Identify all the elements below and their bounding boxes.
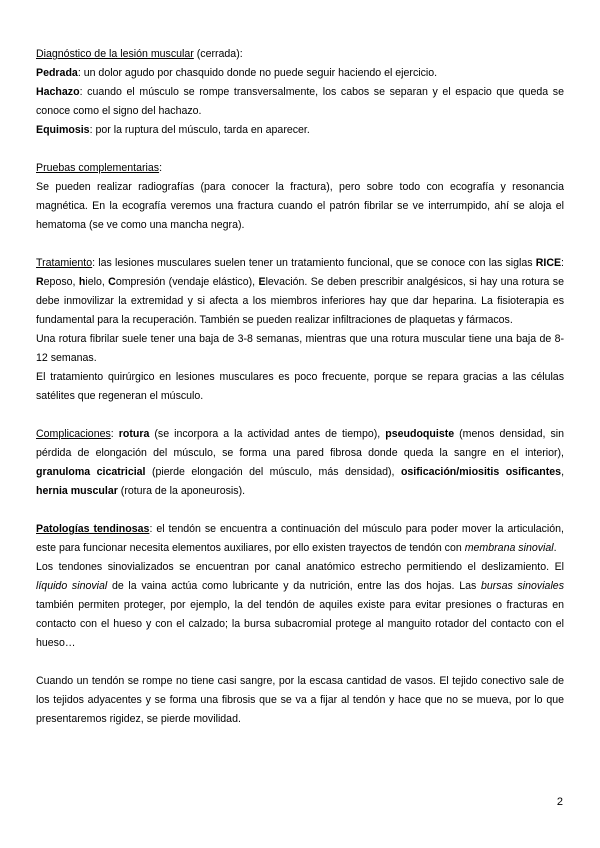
patologias-text: : el tendón se encuentra a continuación del músculo para poder mover la articulación, este para funcionar necesita elementos auxiliares, por ello existen trayectos de tendón con [36, 523, 564, 554]
sinovial-paragraph [36, 558, 564, 653]
spacer [36, 653, 564, 672]
pseudoquiste-text: (menos densidad, sin pérdida de elongación del músculo, se forma una pared fibrosa donde queda la sangre en el interior), [36, 428, 564, 459]
rice-e-rest: levación. Se deben prescribir analgésicos, si hay una rotura se debe inmovilizar la extremidad y si afecta a los miembros inferiores hay que dar heparina. La fisioterapia es fundamental para la recuperación. También se pueden realizar infiltraciones de plaquetas y fármacos. [36, 276, 564, 326]
patologias-paragraph [36, 520, 564, 558]
rice-h: h [78, 276, 86, 288]
page-number: 2 [556, 796, 563, 808]
complicaciones-paragraph [36, 425, 564, 501]
bursas-sinoviales: bursas sinoviales [480, 580, 564, 592]
tratamiento-paragraph: Tratamiento: las lesiones musculares suelen tener un tratamiento funcional, que se conoce con las siglas RICE: Reposo, hielo, Compresión (vendaje elástico), Elevación. Se deben prescribir analgésicos, si hay una rotura se debe inmovilizar la extremidad y si afecta a los miembros inferiores hay que dar heparina. La fisioterapia es fundamental para la recuperación. También se pueden realizar infiltraciones de plaquetas y fármacos. [36, 257, 564, 326]
tratamiento-heading: Tratamiento [36, 257, 93, 269]
membrana-sinovial: membrana sinovial [464, 542, 554, 554]
tendon-rotura-paragraph: Cuando un tendón se rompe no tiene casi sangre, por la escasa cantidad de vasos. El tejido conectivo sale de los tejidos adyacentes y se forma una fibrosis que se va a fijar al tendón y hace que no se mueva, por lo que presentaremos rigidez, se pierde movilidad. [36, 675, 564, 725]
granuloma-term: granuloma cicatricial [36, 466, 146, 478]
patologias-text-end: . [553, 542, 557, 554]
pedrada-paragraph [36, 64, 564, 83]
equimosis-term: Equimosis [36, 124, 90, 136]
diagnosis-heading: Diagnóstico de la lesión muscular [36, 48, 194, 60]
sinovial-text-b: de la vaina actúa como lubricante y da nutrición, entre las dos hojas. Las [107, 580, 481, 592]
pruebas-heading-line [36, 159, 564, 178]
diagnosis-heading-line [36, 45, 564, 64]
patologias-heading: Patologías tendinosas [36, 523, 150, 535]
tratamiento-text: : las lesiones musculares suelen tener un tratamiento funcional, que se conoce con las siglas [92, 257, 536, 269]
osificacion-term: osificación/miositis osificantes [400, 466, 562, 478]
hernia-text: (rotura de la aponeurosis). [117, 485, 246, 497]
pedrada-text: : un dolor agudo por chasquido donde no puede seguir haciendo el ejercicio. [77, 67, 438, 79]
spacer [36, 235, 564, 254]
spacer [36, 406, 564, 425]
equimosis-text: : por la ruptura del músculo, tarda en aparecer. [89, 124, 310, 136]
quirurgico-paragraph: El tratamiento quirúrgico en lesiones musculares es poco frecuente, porque se repara gracias a las células satélites que regeneran el músculo. [36, 371, 564, 402]
rice-c: C [108, 276, 116, 288]
granuloma-text: (pierde elongación del músculo, más densidad), [145, 466, 401, 478]
rice-r: R [36, 276, 44, 288]
pruebas-heading-suffix: : [159, 162, 163, 174]
diagnosis-heading-suffix: (cerrada): [193, 48, 243, 60]
liquido-sinovial: líquido sinovial [36, 580, 108, 592]
complicaciones-heading: Complicaciones [36, 428, 111, 440]
rice-c-rest: ompresión (vendaje elástico), [115, 276, 259, 288]
pruebas-paragraph: Se pueden realizar radiografías (para conocer la fractura), pero sobre todo con ecografía y resonancia magnética. En la ecografía veremos una fractura cuando el patrón fibrilar se ve interrumpido, ahí se aloja el hematoma (se ve como una mancha negra). [36, 181, 564, 231]
pedrada-term: Pedrada [36, 67, 78, 79]
rotura-text: (se incorpora a la actividad antes de tiempo), [149, 428, 386, 440]
hachazo-term: Hachazo [36, 86, 80, 98]
rice-e: E [258, 276, 266, 288]
rotura-term: rotura [118, 428, 150, 440]
rice-acronym: RICE [535, 257, 562, 269]
complicaciones-sep: : [110, 428, 119, 440]
osificacion-text: , [561, 466, 565, 478]
pruebas-heading: Pruebas complementarias [36, 162, 160, 174]
sinovial-text-c: también permiten proteger, por ejemplo, la del tendón de aquiles existe para evitar presiones o fracturas en contacto con el hueso y con el calzado; la bursa subacromial protege al manguito rotador del contacto con el hueso… [36, 599, 564, 649]
spacer [36, 140, 564, 159]
hachazo-text: : cuando el músculo se rompe transversalmente, los cabos se separan y el espacio que queda se conoce como el signo del hachazo. [36, 86, 564, 117]
spacer [36, 501, 564, 520]
hachazo-paragraph [36, 83, 564, 121]
baja-paragraph: Una rotura fibrilar suele tener una baja de 3-8 semanas, mientras que una rotura muscular tiene una baja de 8-12 semanas. [36, 333, 564, 364]
hernia-term: hernia muscular [36, 485, 118, 497]
sinovial-text-a: Los tendones sinovializados se encuentran por canal anatómico estrecho permitiendo el deslizamiento. El [36, 561, 564, 573]
rice-r-rest: eposo, [43, 276, 79, 288]
equimosis-paragraph [36, 121, 564, 140]
rice-h-rest: ielo, [85, 276, 109, 288]
pseudoquiste-term: pseudoquiste [385, 428, 455, 440]
